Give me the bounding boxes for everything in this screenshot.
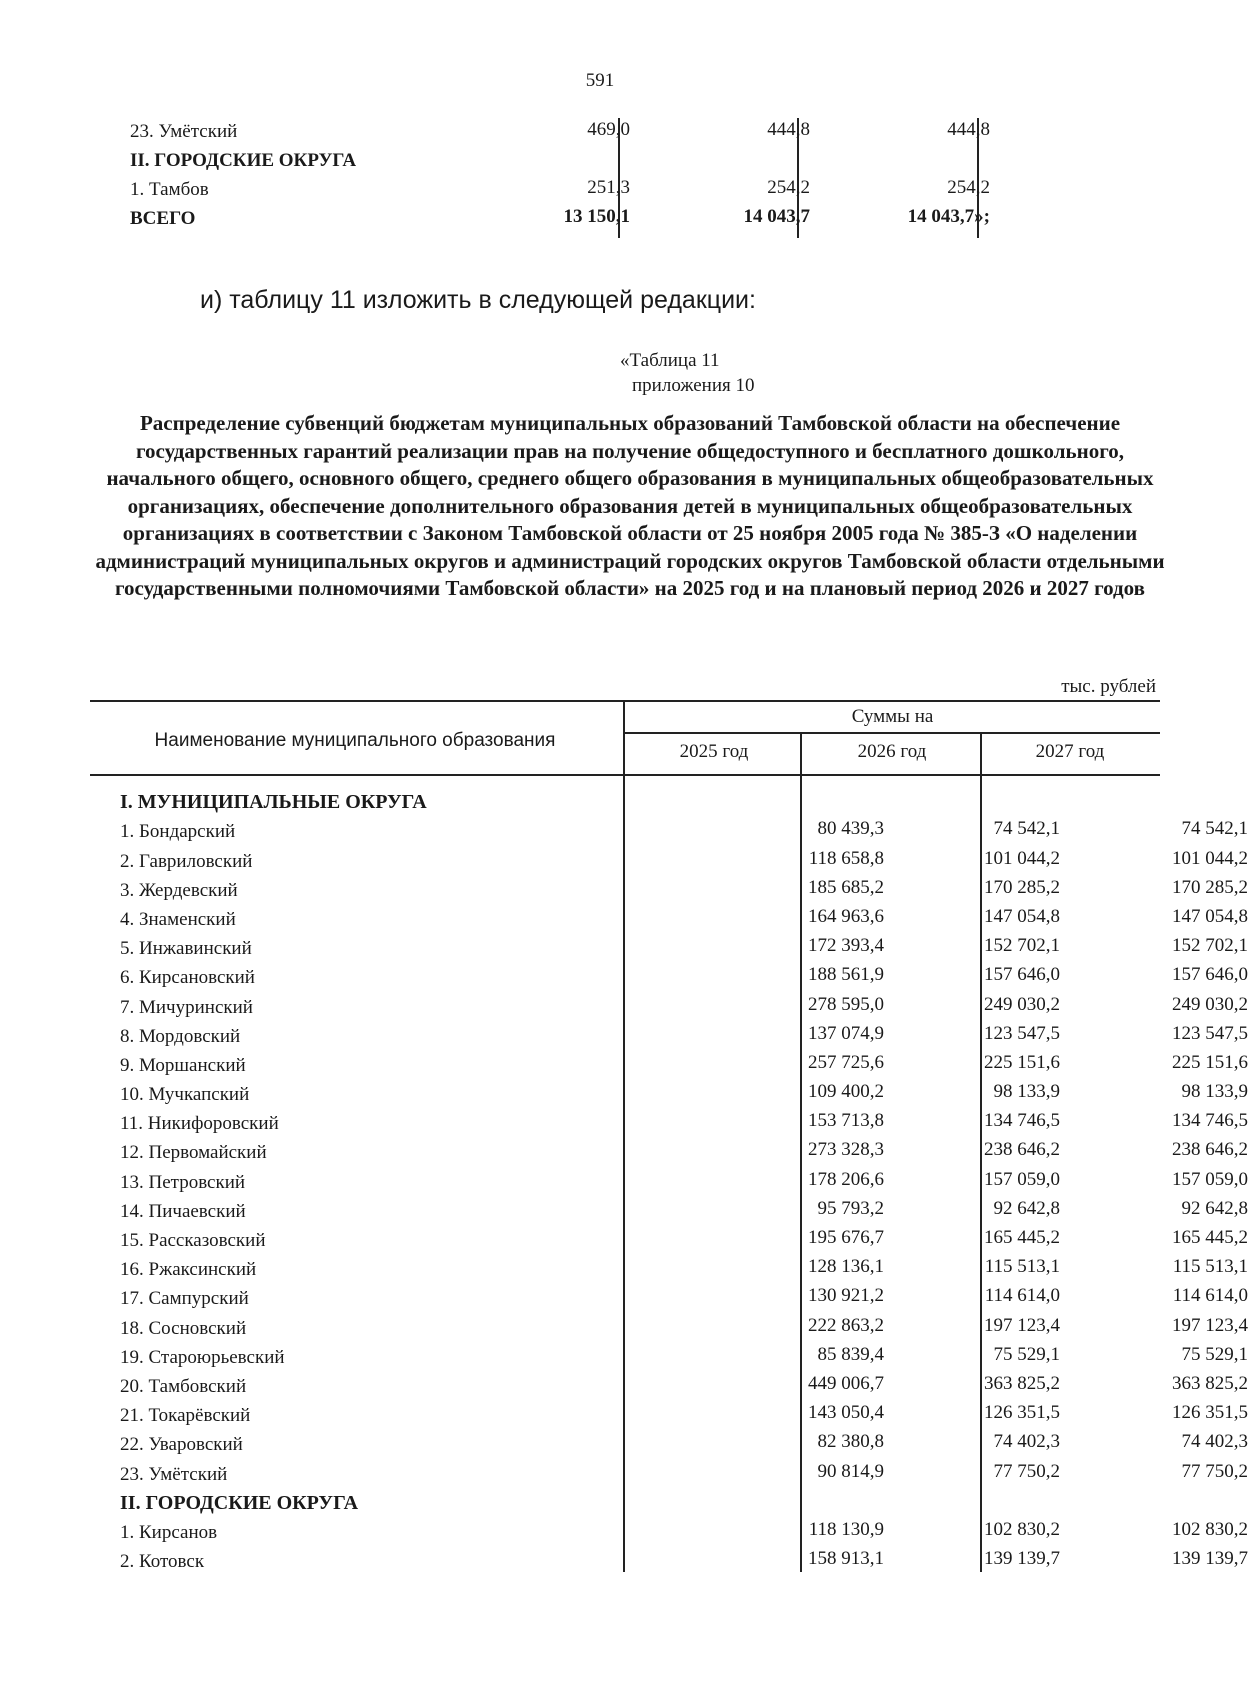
row-value-2025: 257 725,6: [808, 1051, 884, 1073]
row-name: 19. Староюрьевский: [120, 1346, 285, 1368]
row-value-2027: 249 030,2: [1172, 993, 1248, 1015]
table-row: [120, 1165, 1248, 1194]
row-value-2026: 123 547,5: [984, 1022, 1060, 1044]
row-value-2027: 363 825,2: [1172, 1372, 1248, 1394]
row-value-2026: 92 642,8: [993, 1197, 1060, 1219]
row-value-2026: 170 285,2: [984, 876, 1060, 898]
row-name: I. МУНИЦИПАЛЬНЫЕ ОКРУГА: [120, 791, 427, 814]
row-value-2025: 188 561,9: [808, 964, 884, 986]
table-row: [120, 815, 1248, 844]
table-row: [120, 961, 1248, 990]
table-label-line1: «Таблица 11: [620, 350, 720, 371]
table-row: [120, 932, 1248, 961]
row-name: 5. Инжавинский: [120, 938, 252, 960]
table-row: [120, 1428, 1248, 1457]
row-value-2027: 225 151,6: [1172, 1051, 1248, 1073]
table-row: [120, 1224, 1248, 1253]
row-value-2025: 273 328,3: [808, 1139, 884, 1161]
prev-table-row: [130, 174, 1150, 203]
row-value-2027: 74 542,1: [1181, 818, 1248, 840]
prev-row-value-1: 251,3: [587, 177, 630, 198]
prev-row-name: 1. Тамбов: [130, 179, 209, 200]
row-name: 17. Сампурский: [120, 1288, 249, 1310]
table-row: [120, 1136, 1248, 1165]
row-value-2026: 238 646,2: [984, 1139, 1060, 1161]
table-row: [120, 1282, 1248, 1311]
row-value-2025: 222 863,2: [808, 1314, 884, 1336]
table-title: Распределение субвенций бюджетам муниципальных образований Тамбовской области на обеспечение государственных гарантий реализации прав на получение общедоступного и бесплатного дошкольного, начального общего, основного общего, среднего общего образования в муниципальных общеобразовательных организациях, обеспечение дополнительного образования детей в муниципальных общеобразовательных организациях в соответствии с Законом Тамбовской области от 25 ноября 2005 года № 385-З «О наделении администраций муниципальных округов и администраций городских округов Тамбовской области отдельными государственными полномочиями Тамбовской области» на 2025 год и на плановый период 2026 и 2027 годов: [95, 411, 1165, 600]
table-row: [120, 844, 1248, 873]
row-value-2025: 118 130,9: [808, 1518, 884, 1540]
table-body: [120, 786, 1248, 1574]
row-value-2025: 118 658,8: [808, 847, 884, 869]
prev-row-name: 23. Умётский: [130, 121, 238, 142]
row-value-2026: 114 614,0: [984, 1285, 1060, 1307]
row-value-2026: 152 702,1: [984, 935, 1060, 957]
row-value-2026: 126 351,5: [984, 1402, 1060, 1424]
row-name: 6. Кирсановский: [120, 967, 255, 989]
row-value-2026: 115 513,1: [984, 1256, 1060, 1278]
row-name: 10. Мучкапский: [120, 1084, 250, 1106]
row-value-2027: 98 133,9: [1181, 1081, 1248, 1103]
row-value-2027: 134 746,5: [1172, 1110, 1248, 1132]
row-value-2025: 85 839,4: [817, 1343, 884, 1365]
row-value-2026: 74 542,1: [993, 818, 1060, 840]
header-year-2026: 2026 год: [857, 741, 927, 762]
row-value-2026: 157 646,0: [984, 964, 1060, 986]
table-row: [120, 1020, 1248, 1049]
row-name: 11. Никифоровский: [120, 1113, 279, 1135]
table-row: [120, 1399, 1248, 1428]
row-value-2026: 165 445,2: [984, 1227, 1060, 1248]
row-value-2026: 75 529,1: [993, 1343, 1060, 1365]
row-name: 21. Токарёвский: [120, 1405, 251, 1427]
row-name: 18. Сосновский: [120, 1317, 247, 1339]
section-row: [120, 1487, 1160, 1516]
row-value-2027: 115 513,1: [1172, 1256, 1248, 1278]
row-name: 1. Кирсанов: [120, 1521, 218, 1543]
row-value-2027: 126 351,5: [1172, 1402, 1248, 1424]
row-value-2026: 157 059,0: [984, 1168, 1060, 1190]
row-value-2027: 157 059,0: [1172, 1168, 1248, 1190]
row-value-2026: 147 054,8: [984, 905, 1060, 927]
table-row: [120, 903, 1248, 932]
row-name: 4. Знаменский: [120, 908, 236, 930]
row-value-2025: 172 393,4: [808, 935, 884, 957]
row-value-2027: 114 614,0: [1172, 1285, 1248, 1307]
row-value-2027: 77 750,2: [1181, 1460, 1248, 1482]
prev-row-value-1: 13 150,1: [563, 206, 630, 227]
table-row: [120, 1049, 1248, 1078]
table-label-line2: приложения 10: [632, 375, 755, 396]
row-value-2025: 158 913,1: [808, 1548, 884, 1570]
prev-table-row: [130, 145, 1150, 174]
row-value-2027: 165 445,2: [1172, 1227, 1248, 1248]
prev-row-value-2: 444,8: [767, 119, 810, 140]
prev-row-value-3: 444,8: [947, 119, 990, 140]
row-value-2026: 74 402,3: [993, 1431, 1060, 1453]
table-row: [120, 990, 1248, 1019]
table-row: [120, 1195, 1248, 1224]
row-value-2026: 249 030,2: [984, 993, 1060, 1015]
row-value-2025: 130 921,2: [808, 1285, 884, 1307]
row-name: 22. Уваровский: [120, 1434, 243, 1456]
row-value-2026: 102 830,2: [984, 1518, 1060, 1540]
row-name: 7. Мичуринский: [120, 996, 253, 1018]
prev-row-value-1: 469,0: [587, 119, 630, 140]
prev-row-value-2: 14 043,7: [743, 206, 810, 227]
row-value-2027: 123 547,5: [1172, 1022, 1248, 1044]
table-row: [120, 1311, 1248, 1340]
table-row: [120, 1107, 1248, 1136]
row-value-2027: 139 139,7: [1172, 1548, 1248, 1570]
row-name: 2. Котовск: [120, 1551, 205, 1573]
row-value-2025: 109 400,2: [808, 1081, 884, 1103]
prev-row-value-2: 254,2: [767, 177, 810, 198]
row-value-2025: 80 439,3: [817, 818, 884, 840]
header-year-2027: 2027 год: [1035, 741, 1105, 762]
row-value-2025: 95 793,2: [817, 1197, 884, 1219]
header-sub-border: [625, 732, 1160, 734]
row-value-2026: 139 139,7: [984, 1548, 1060, 1570]
row-value-2027: 74 402,3: [1181, 1431, 1248, 1453]
row-name: 20. Тамбовский: [120, 1375, 247, 1397]
row-value-2025: 178 206,6: [808, 1168, 884, 1190]
row-value-2025: 90 814,9: [817, 1460, 884, 1482]
row-name: 15. Рассказовский: [120, 1230, 266, 1251]
table-label: [620, 348, 754, 398]
row-value-2027: 75 529,1: [1181, 1343, 1248, 1365]
row-name: 12. Первомайский: [120, 1142, 267, 1164]
table-row: [120, 1516, 1248, 1545]
instruction-text: и) таблицу 11 изложить в следующей редакции:: [200, 286, 756, 314]
row-value-2026: 77 750,2: [993, 1460, 1060, 1482]
row-name: 2. Гавриловский: [120, 850, 253, 872]
table-row: [120, 1341, 1248, 1370]
row-value-2025: 449 006,7: [808, 1372, 884, 1394]
row-value-2027: 238 646,2: [1172, 1139, 1248, 1161]
table-row: [120, 1545, 1248, 1574]
row-name: 16. Ржаксинский: [120, 1259, 257, 1281]
row-value-2027: 147 054,8: [1172, 905, 1248, 927]
row-value-2025: 128 136,1: [808, 1256, 884, 1278]
row-value-2025: 278 595,0: [808, 993, 884, 1015]
row-value-2026: 101 044,2: [984, 847, 1060, 869]
header-sums: Суммы на: [851, 706, 934, 727]
header-name-column: Наименование муниципального образования: [154, 730, 556, 751]
row-value-2025: 137 074,9: [808, 1022, 884, 1044]
row-value-2026: 98 133,9: [993, 1081, 1060, 1103]
row-name: 1. Бондарский: [120, 821, 236, 843]
row-value-2027: 102 830,2: [1172, 1518, 1248, 1540]
row-value-2027: 101 044,2: [1172, 847, 1248, 869]
table-top-border: [90, 700, 1160, 702]
header-year-2025: 2025 год: [679, 741, 749, 762]
section-row: [120, 786, 1160, 815]
row-value-2025: 143 050,4: [808, 1402, 884, 1424]
row-value-2025: 164 963,6: [808, 905, 884, 927]
unit-label: тыс. рублей: [1061, 676, 1156, 697]
table-row: [120, 1457, 1248, 1486]
row-value-2027: 92 642,8: [1181, 1197, 1248, 1219]
prev-row-value-3: 254,2: [947, 177, 990, 198]
table-row: [120, 1078, 1248, 1107]
row-value-2027: 152 702,1: [1172, 935, 1248, 957]
prev-row-name: ВСЕГО: [130, 208, 196, 229]
prev-table-row: [130, 116, 1150, 145]
row-value-2026: 225 151,6: [984, 1051, 1060, 1073]
table-row: [120, 1370, 1248, 1399]
row-value-2026: 134 746,5: [984, 1110, 1060, 1132]
row-name: 23. Умётский: [120, 1463, 228, 1485]
row-name: 3. Жердевский: [120, 879, 238, 901]
row-value-2027: 157 646,0: [1172, 964, 1248, 986]
row-name: 9. Моршанский: [120, 1054, 246, 1076]
row-value-2025: 82 380,8: [817, 1431, 884, 1453]
row-value-2026: 197 123,4: [984, 1314, 1060, 1336]
row-value-2025: 185 685,2: [808, 876, 884, 898]
prev-table: [130, 116, 1150, 232]
prev-table-row: [130, 203, 1150, 232]
row-value-2025: 195 676,7: [808, 1227, 884, 1248]
row-value-2026: 363 825,2: [984, 1372, 1060, 1394]
table-row: [120, 1253, 1248, 1282]
row-name: 8. Мордовский: [120, 1025, 241, 1047]
row-value-2027: 197 123,4: [1172, 1314, 1248, 1336]
row-name: 13. Петровский: [120, 1171, 246, 1193]
row-name: II. ГОРОДСКИЕ ОКРУГА: [120, 1491, 359, 1514]
header-years: [625, 740, 1160, 770]
row-name: 14. Пичаевский: [120, 1200, 246, 1222]
prev-row-name: II. ГОРОДСКИЕ ОКРУГА: [130, 150, 357, 171]
prev-row-value-3: 14 043,7»;: [907, 206, 990, 227]
table-row: [120, 874, 1248, 903]
row-value-2025: 153 713,8: [808, 1110, 884, 1132]
header-bottom-border: [90, 774, 1160, 776]
page-number: 591: [585, 70, 615, 91]
row-value-2027: 170 285,2: [1172, 876, 1248, 898]
